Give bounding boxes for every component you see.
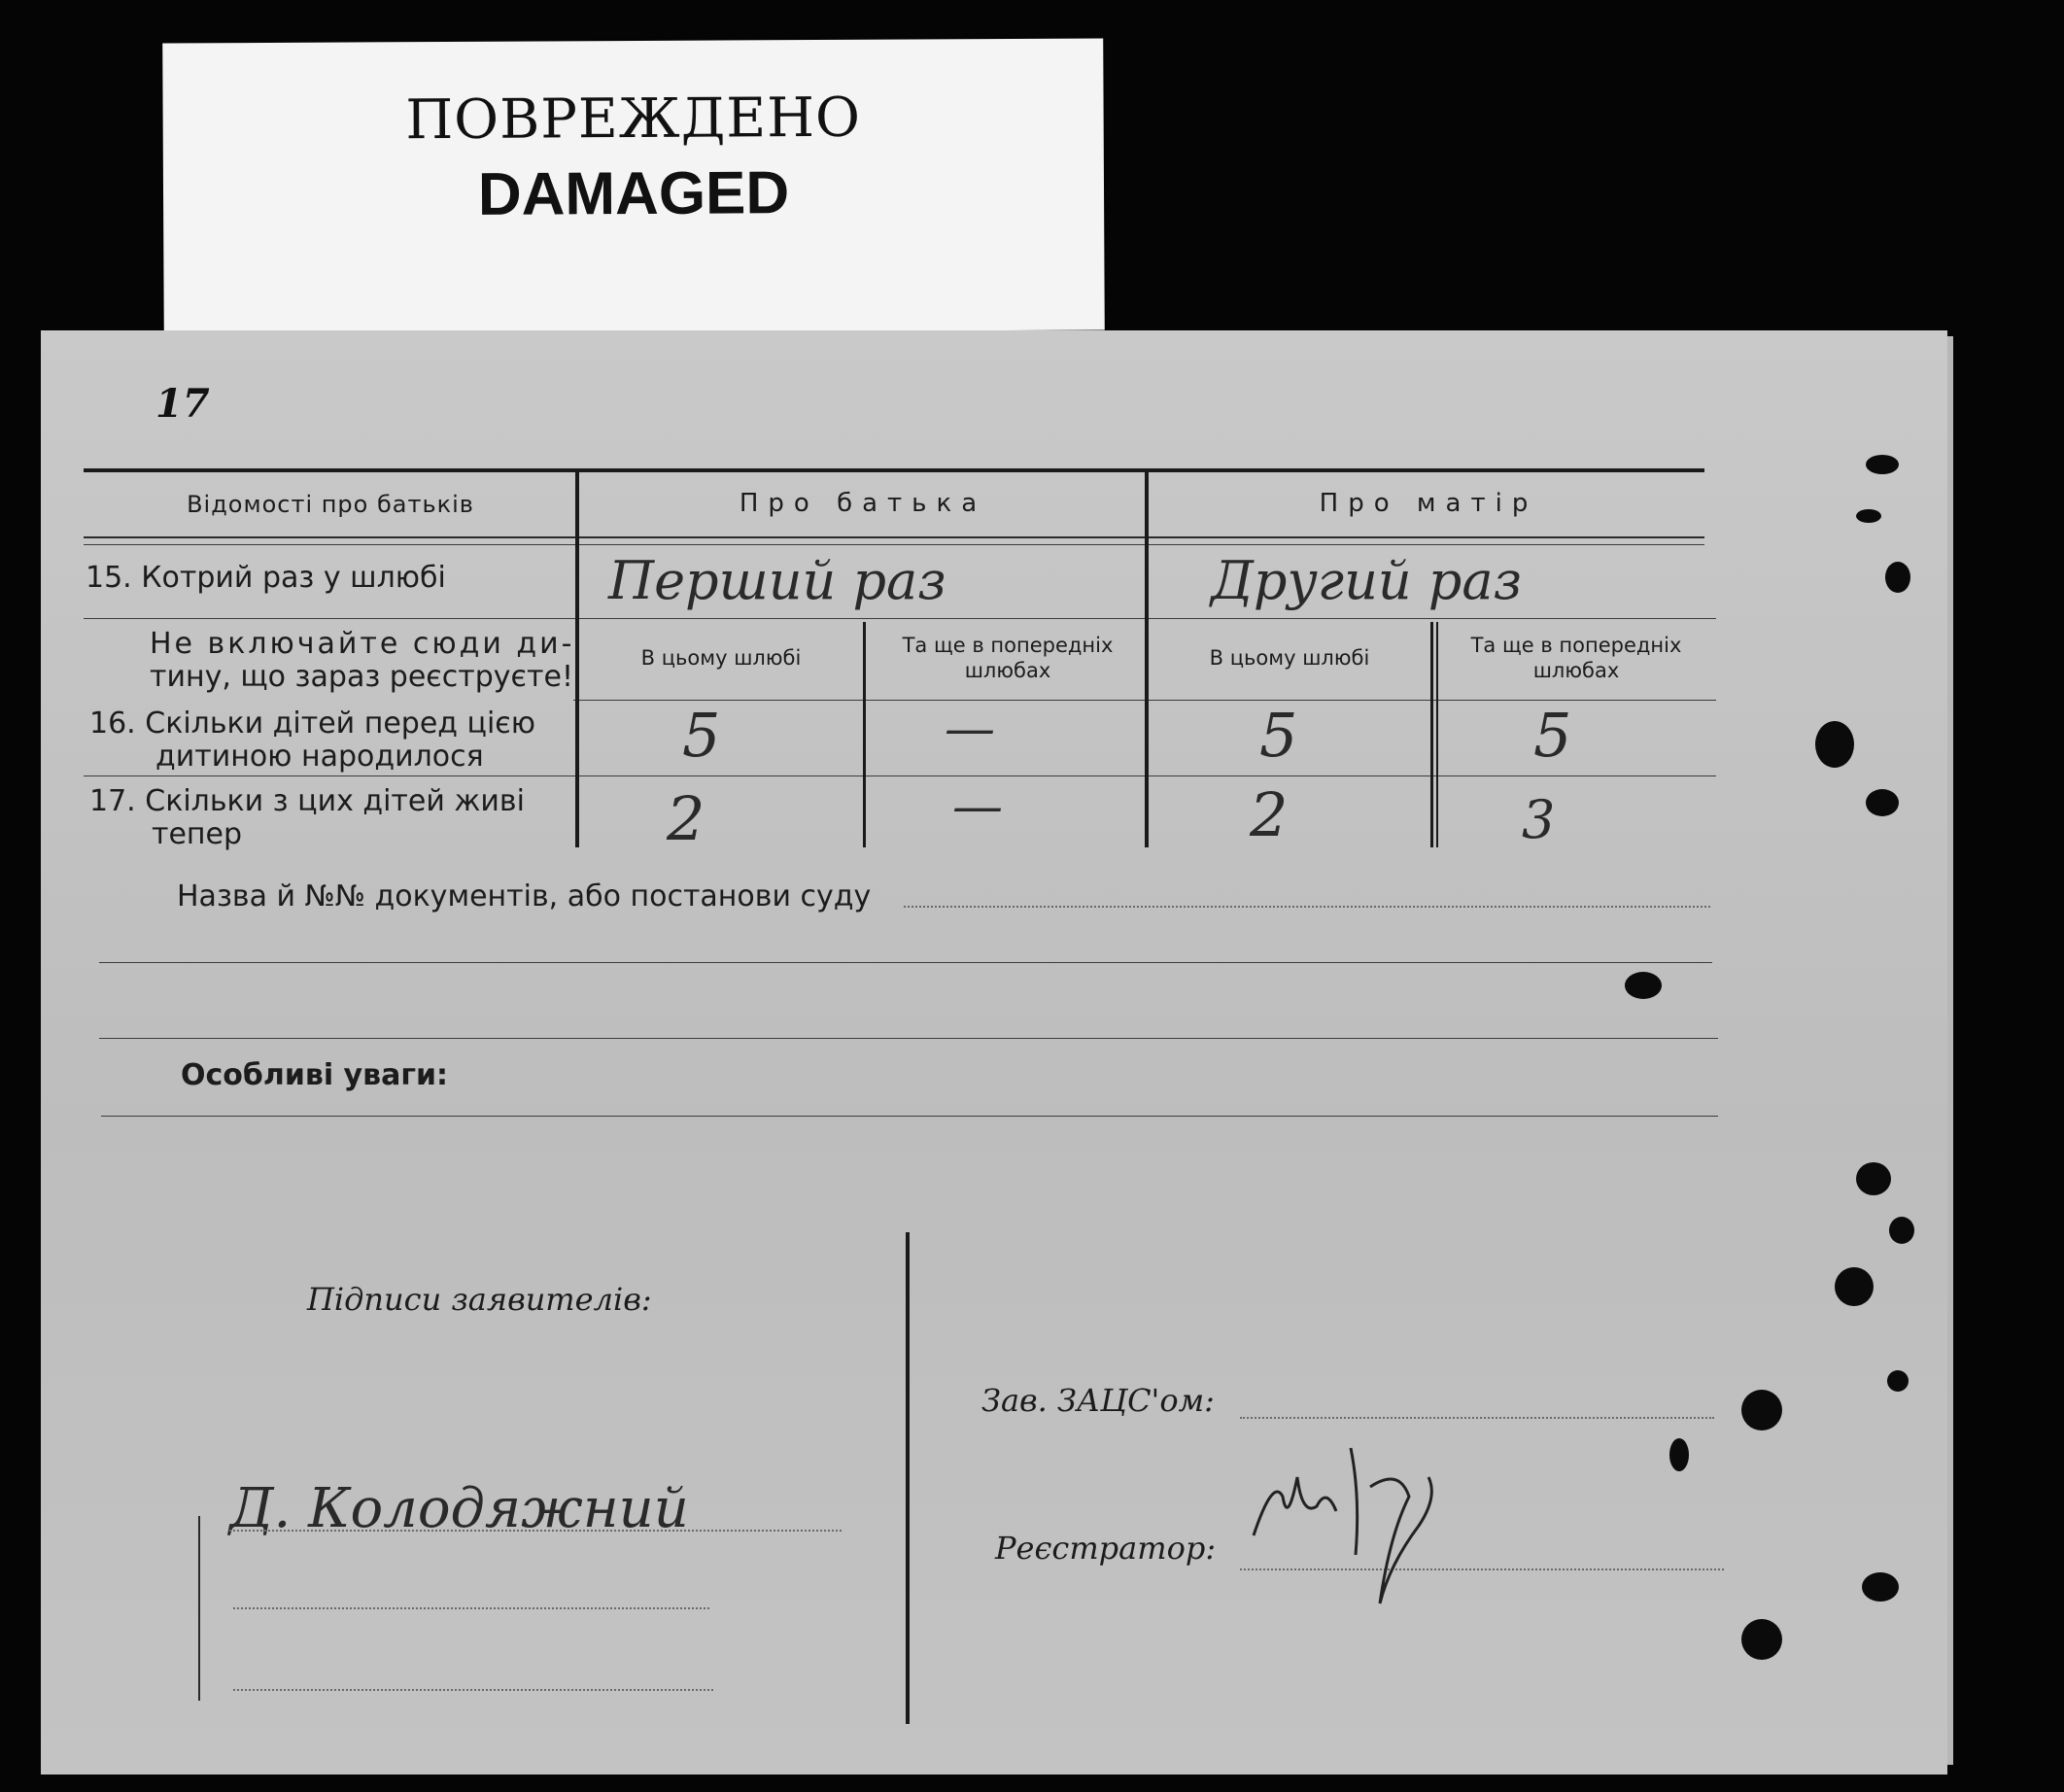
mother-previous-header-1: Та ще в попередніх: [1470, 634, 1682, 657]
mother-this-marriage-header: В цьому шлюбі: [1209, 646, 1370, 670]
punch-hole: [1885, 562, 1910, 593]
row15-mother-value: Другий раз: [1211, 550, 1523, 611]
header-about-father: Про батька: [739, 489, 987, 518]
damaged-stamp-card: [162, 38, 1105, 334]
punch-hole: [1866, 455, 1899, 474]
header-parents-info: Відомості про батьків: [187, 491, 474, 518]
table-top-rule: [84, 468, 1704, 472]
subcol-divider-father: [863, 622, 866, 847]
subcol-divider-mother-2: [1436, 622, 1438, 847]
registrar-signature: [1244, 1419, 1516, 1613]
row17-mother-this: 2: [1250, 779, 1289, 850]
registrar-label: Реєстратор:: [995, 1530, 1217, 1567]
row15-label: 15. Котрий раз у шлюбі: [86, 561, 446, 595]
applicant-line-3: [233, 1689, 713, 1691]
documents-dotted-line: [904, 906, 1710, 908]
signature-divider: [906, 1232, 910, 1724]
punch-hole: [1741, 1390, 1782, 1430]
row17-father-this: 2: [667, 783, 705, 854]
punch-hole: [1866, 789, 1899, 816]
row16-label-1: 16. Скільки дітей перед цією: [89, 706, 536, 741]
page-number: 17: [155, 381, 210, 427]
documents-line-2: [99, 962, 1712, 963]
row16-father-this: 5: [682, 700, 721, 771]
father-previous-header-2: шлюбах: [964, 659, 1051, 682]
applicant-line-1: [229, 1530, 842, 1532]
row17-label-1: 17. Скільки з цих дітей живі: [89, 784, 525, 818]
head-of-registry-label: Зав. ЗАЦС'ом:: [981, 1382, 1215, 1419]
father-previous-header-1: Та ще в попередніх: [902, 634, 1114, 657]
table-header-rule-2: [84, 544, 1704, 545]
punch-hole: [1887, 1370, 1909, 1392]
documents-label: Назва й №№ документів, або постанови суду: [177, 879, 872, 913]
punch-hole: [1669, 1438, 1689, 1471]
punch-hole: [1625, 972, 1662, 999]
applicant-line-2: [233, 1607, 709, 1609]
record-sheet: [41, 330, 1947, 1775]
table-header-rule: [84, 536, 1704, 538]
subcol-divider-mother: [1430, 622, 1433, 847]
row17-father-prev: —: [952, 777, 1003, 836]
row15-rule: [84, 618, 1716, 619]
applicants-signatures-label: Підписи заявителів:: [307, 1281, 652, 1318]
note-line-1: Не включайте сюди ди-: [150, 627, 575, 661]
note-line-2: тину, що зараз реєструєте!: [150, 660, 573, 694]
punch-hole: [1862, 1572, 1899, 1602]
punch-hole: [1815, 721, 1854, 768]
header-about-mother: Про матір: [1319, 489, 1538, 518]
row16-father-prev: —: [945, 700, 995, 758]
punch-hole: [1741, 1619, 1782, 1660]
father-this-marriage-header: В цьому шлюбі: [640, 646, 802, 670]
stamp-line-english: DAMAGED: [477, 159, 790, 228]
row16-mother-prev: 5: [1533, 700, 1572, 771]
special-notes-label: Особливі уваги:: [181, 1058, 449, 1092]
stamp-line-ukrainian: ПОВРЕЖДЕНО: [405, 86, 862, 153]
punch-hole: [1835, 1267, 1874, 1306]
mother-previous-header-2: шлюбах: [1532, 659, 1620, 682]
row17-label-2: тепер: [152, 817, 243, 851]
row16-rule: [84, 775, 1716, 776]
punch-hole: [1889, 1217, 1914, 1244]
row16-label-2: дитиною народилося: [155, 740, 484, 774]
punch-hole: [1856, 1162, 1891, 1195]
row16-mother-this: 5: [1259, 700, 1298, 771]
row15-father-value: Перший раз: [608, 550, 946, 611]
special-notes-line: [101, 1116, 1718, 1117]
applicant-signature: Д. Колодяжний: [229, 1477, 689, 1540]
signature-bracket: [198, 1516, 206, 1701]
punch-hole: [1856, 509, 1881, 523]
documents-line-3: [99, 1038, 1718, 1039]
row17-mother-prev: 3: [1522, 789, 1556, 850]
